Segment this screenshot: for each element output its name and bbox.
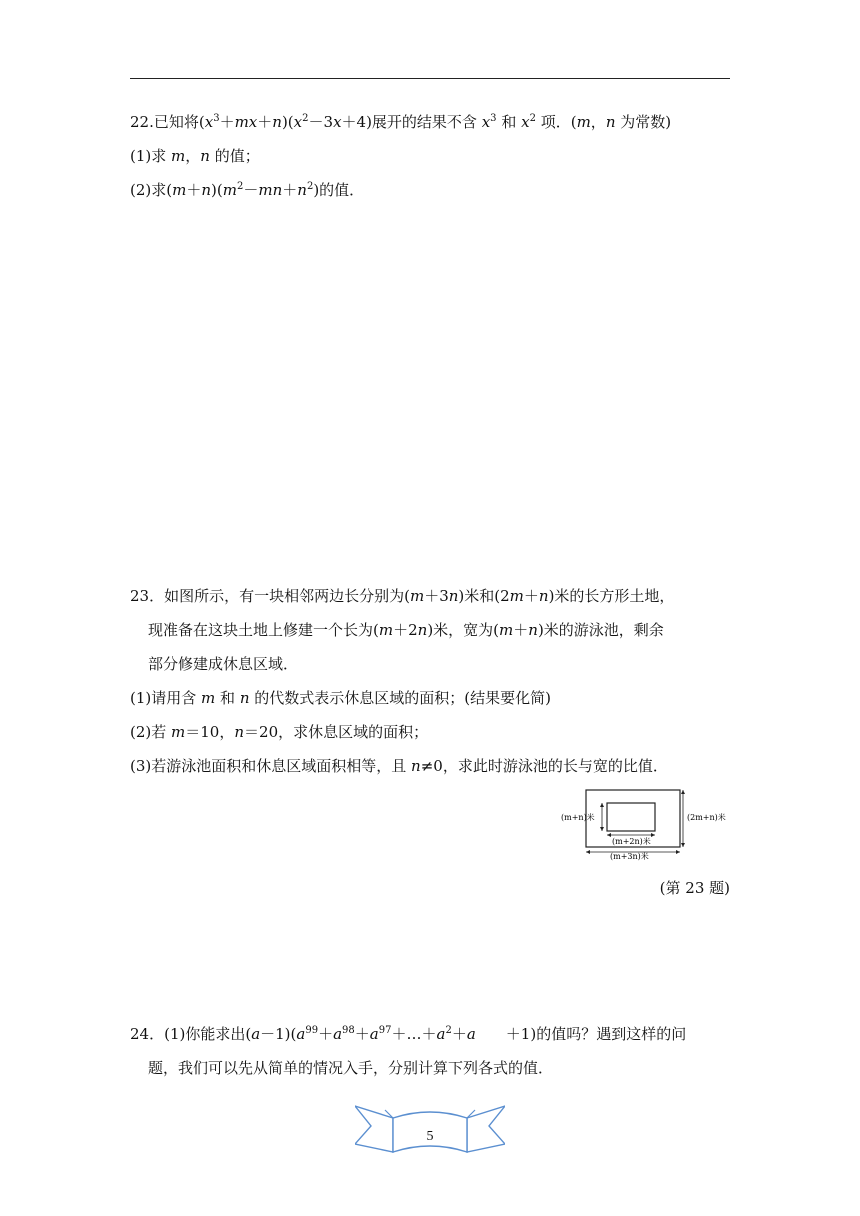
- page-number: 5: [426, 1129, 434, 1144]
- q23-stem-line2: 现准备在这块土地上修建一个长为(m＋2n)米，宽为(m＋n)米的游泳池，剩余: [148, 621, 664, 639]
- q23-stem-line1: 23．如图所示，有一块相邻两边长分别为(m＋3n)米和(2m＋n)米的长方形土地，: [130, 587, 675, 605]
- label-pool-length: (m+2n)米: [612, 837, 651, 846]
- pool-rectangle: [607, 803, 655, 831]
- label-land-width: (2m+n)米: [687, 813, 726, 822]
- figure-caption: (第 23 题): [659, 879, 730, 897]
- q24-stem-line2: 题，我们可以先从简单的情况入手，分别计算下列各式的值．: [148, 1059, 554, 1077]
- q23-part2: (2)若 m＝10，n＝20，求休息区域的面积；: [130, 723, 429, 741]
- q23-part3: (3)若游泳池面积和休息区域面积相等，且 n≠0，求此时游泳池的长与宽的比值．: [130, 757, 668, 775]
- q24-stem-line1: 24．(1)你能求出$(a-1)(a^{99}+a^{98}+a^{97}+\dots+a^2+a$ ＋1)的值吗？遇到这样的问: [130, 1025, 687, 1043]
- q22-part1: (1)求 m，n 的值；: [130, 147, 260, 165]
- label-land-length: (m+3n)米: [610, 852, 649, 861]
- q23-stem-line3: 部分修建成休息区域．: [148, 655, 299, 673]
- q23-figure: [560, 786, 740, 862]
- q22-part2: (2)求$(m+n)(m^2-mn+n^2)$的值．: [130, 181, 365, 199]
- q22-stem: 22.已知将$(x^3+mx+n)(x^2-3x+4)$展开的结果不含 $x^3$ 和 $x^2$ 项．(m，n 为常数): [130, 113, 672, 131]
- label-pool-width: (m+n)米: [561, 813, 595, 822]
- header-rule: [130, 78, 730, 79]
- q23-part1: (1)请用含 m 和 n 的代数式表示休息区域的面积；(结果要化简): [130, 689, 551, 707]
